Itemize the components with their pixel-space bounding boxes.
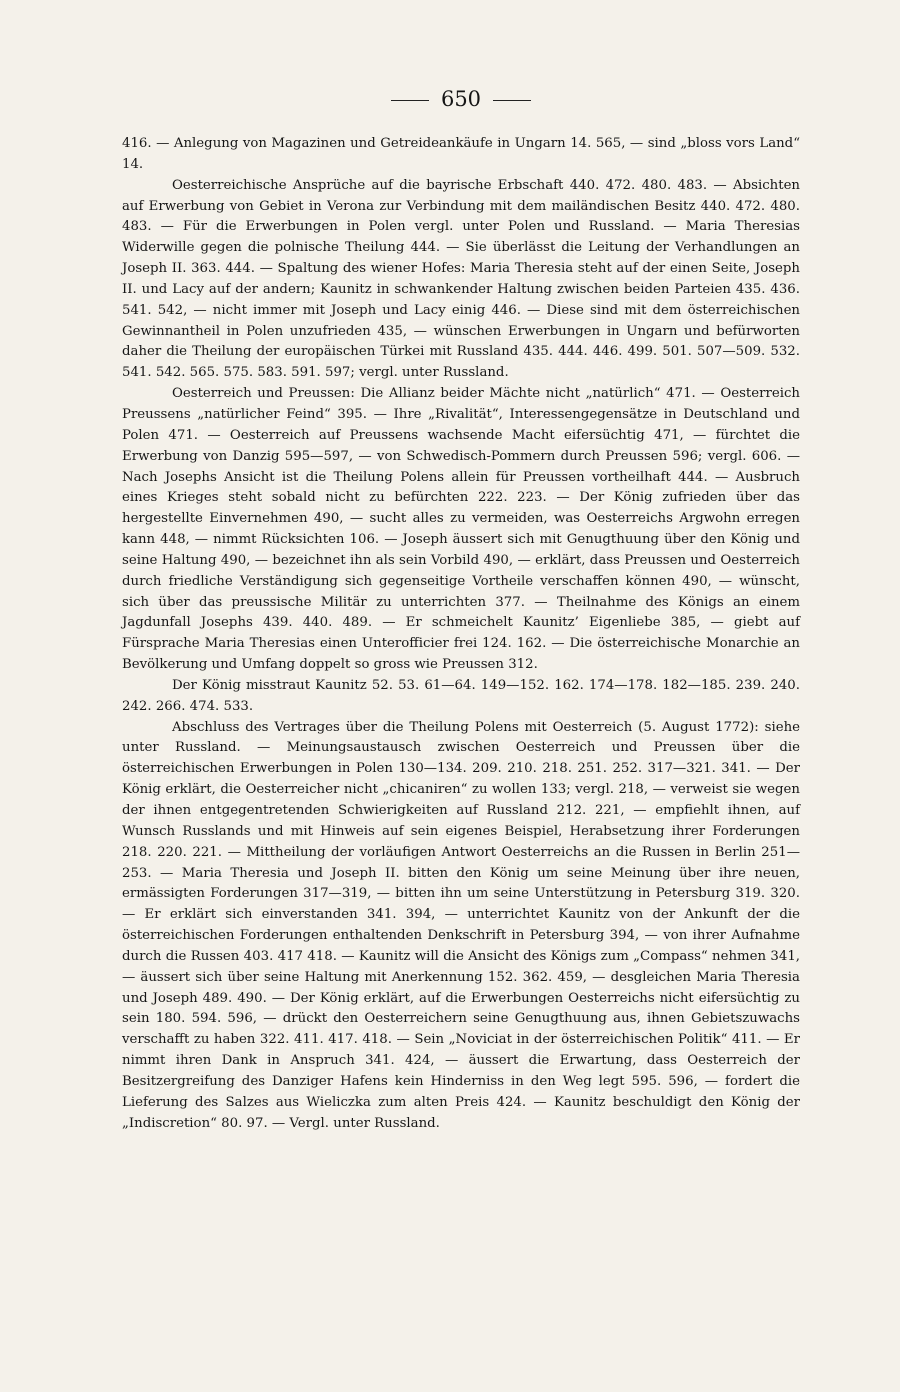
page-number: 650 [440, 87, 482, 111]
index-page [122, 84, 800, 1135]
right-rule [493, 100, 531, 101]
left-rule [391, 100, 429, 101]
index-entry-oesterreichische-ansprueche: Oesterreichische Ansprüche auf die bayrische Erbschaft 440. 472. 480. 483. — Absichten auf Erwerbung von Gebiet in Verona zur Verbindung mit dem mailändischen Besitz 440. 472. 480. 483. — Für die Erwerbungen in Polen vergl. unter Polen und Russland. — Maria Theresias Widerwille gegen die polnische Theilung 444. — Sie überlässt die Leitung der Verhandlungen an Joseph II. 363. 444. — Spaltung des wiener Hofes: Maria Theresia steht auf der einen Seite, Joseph II. und Lacy auf der andern; Kaunitz in schwankender Haltung zwischen beiden Parteien 435. 436. 541. 542, — nicht immer mit Joseph und Lacy einig 446. — Diese sind mit dem österreichischen Gewinnantheil in Polen unzufrieden 435, — wünschen Erwerbungen in Ungarn und befürworten daher die Theilung der europäischen Türkei mit Russland 435. 444. 446. 499. 501. 507—509. 532. 541. 542. 565. 575. 583. 591. 597; vergl. unter Russland. [122, 177, 800, 381]
index-entry-continuation: 416. — Anlegung von Magazinen und Getreideankäufe in Ungarn 14. 565, — sind „bloss vors Land“ 14. [122, 136, 800, 172]
page-number-header [122, 84, 800, 114]
index-entry-oesterreich-und-preussen: Oesterreich und Preussen: Die Allianz beider Mächte nicht „natürlich“ 471. — Oesterreich Preussens „natürlicher Feind“ 395. — Ihre „Rivalität“, Interessengegensätze in Deutschland und Polen 471. — Oesterreich auf Preussens wachsende Macht eifersüchtig 471, — fürchtet die Erwerbung von Danzig 595—597, — von Schwedisch-Pommern durch Preussen 596; vergl. 606. — Nach Josephs Ansicht ist die Theilung Polens allein für Preussen vortheilhaft 444. — Ausbruch eines Krieges steht sobald nicht zu befürchten 222. 223. — Der König zufrieden über das hergestellte Einvernehmen 490, — sucht alles zu vermeiden, was Oesterreichs Argwohn erregen kann 448, — nimmt Rücksichten 106. — Joseph äussert sich mit Genugthuung über den König und seine Haltung 490, — bezeichnet ihn als sein Vorbild 490, — erklärt, dass Preussen und Oesterreich durch friedliche Verständigung sich gegenseitige Vortheile verschaffen können 490, — wünscht, sich über das preussische Militär zu unterrichten 377. — Theilnahme des Königs an einem Jagdunfall Josephs 439. 440. 489. — Er schmeichelt Kaunitz’ Eigenliebe 385, — giebt auf Fürsprache Maria Theresias einen Unterofficier frei 124. 162. — Die österreichische Monarchie an Bevölkerung und Umfang doppelt so gross wie Preussen 312. [122, 386, 800, 673]
index-entry-abschluss-des-vertrages: Abschluss des Vertrages über die Theilung Polens mit Oesterreich (5. August 1772): siehe unter Russland. — Meinungsaustausch zwischen Oesterreich und Preussen über die österreichischen Erwerbungen in Polen 130—134. 209. 210. 218. 251. 252. 317—321. 341. — Der König erklärt, die Oesterreicher nicht „chicaniren“ zu wollen 133; vergl. 218, — verweist sie wegen der ihnen entgegentretenden Schwierigkeiten auf Russland 212. 221, — empfiehlt ihnen, auf Wunsch Russlands und mit Hinweis auf sein eigenes Beispiel, Herabsetzung ihrer Forderungen 218. 220. 221. — Mittheilung der vorläufigen Antwort Oesterreichs an die Russen in Berlin 251—253. — Maria Theresia und Joseph II. bitten den König um seine Meinung über ihre neuen, ermässigten Forderungen 317—319, — bitten ihn um seine Unterstützung in Petersburg 319. 320. — Er erklärt sich einverstanden 341. 394, — unterrichtet Kaunitz von der Ankunft der die österreichischen Forderungen enthaltenden Denkschrift in Petersburg 394, — von ihrer Aufnahme durch die Russen 403. 417 418. — Kaunitz will die Ansicht des Königs zum „Compass“ nehmen 341, — äussert sich über seine Haltung mit Anerkennung 152. 362. 459, — desgleichen Maria Theresia und Joseph 489. 490. — Der König erklärt, auf die Erwerbungen Oesterreichs nicht eifersüchtig zu sein 180. 594. 596, — drückt den Oesterreichern seine Genugthuung aus, ihnen Gebietszuwachs verschafft zu haben 322. 411. 417. 418. — Sein „Noviciat in der österreichischen Politik“ 411. — Er nimmt ihren Dank in Anspruch 341. 424, — äussert die Erwartung, dass Oesterreich der Besitzergreifung des Danziger Hafens kein Hinderniss in den Weg legt 595. 596, — fordert die Lieferung des Salzes aus Wieliczka zum alten Preis 424. — Kaunitz beschuldigt den König der „Indiscretion“ 80. 97. — Vergl. unter Russland. [122, 719, 800, 1131]
index-entry-koenig-misstraut-kaunitz: Der König misstraut Kaunitz 52. 53. 61—64. 149—152. 162. 174—178. 182—185. 239. 240. 242. 266. 474. 533. [122, 677, 800, 714]
